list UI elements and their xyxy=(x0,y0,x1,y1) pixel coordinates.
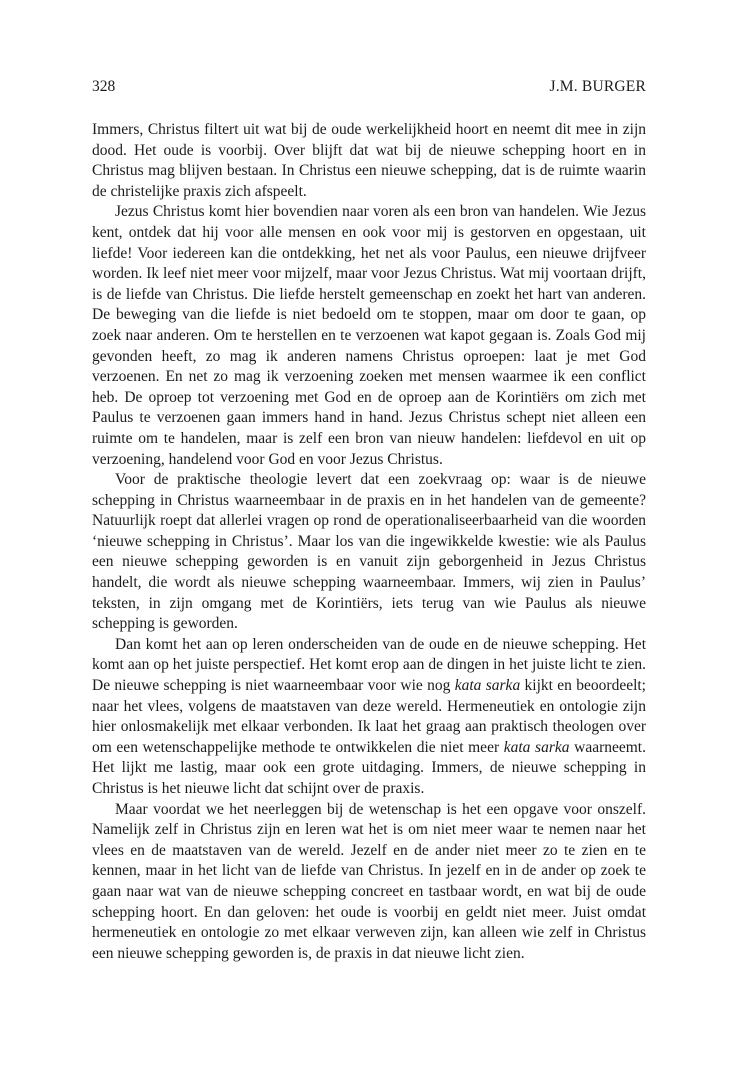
paragraph-segment: Voor de praktische theologie levert dat een zoekvraag op: waar is de nieuwe schepping in Christus waarneembaar in de praxis en in het handelen van de gemeente? Natuurlijk roept dat allerlei vragen op rond de operationaliseerbaarheid van die woorden ‘nieuwe schepping in Christus’. Maar los van die ingewikkelde kwestie: wie als Paulus een nieuwe schepping geworden is en vanuit zijn geborgenheid in Jezus Christus handelt, die wordt als nieuwe schepping waarneembaar. Immers, wij zien in Paulus’ teksten, in zijn omgang met de Korintiërs, iets terug van wie Paulus als nieuwe schepping is geworden. xyxy=(92,471,646,633)
running-head-author: J.M. BURGER xyxy=(549,78,646,95)
paragraph-segment: waarneemt. Het lijkt me lastig, maar ook een grote uitdaging. Immers, de nieuwe schepping in Christus is het nieuwe licht dat schijnt over de praxis. xyxy=(92,738,646,797)
body-text xyxy=(92,120,646,964)
paragraph xyxy=(92,635,646,800)
paragraph-segment: Immers, Christus filtert uit wat bij de oude werkelijkheid hoort en neemt dit mee in zijn dood. Het oude is voorbij. Over blijft dat wat bij de nieuwe schepping hoort en in Christus mag blijven bestaan. In Christus een nieuwe schepping, dat is de ruimte waarin de christelijke praxis zich afspeelt. xyxy=(92,121,646,200)
paragraph xyxy=(92,202,646,470)
paragraph-segment: Maar voordat we het neerleggen bij de wetenschap is het een opgave voor onszelf. Namelijk zelf in Christus zijn en leren wat het is om niet meer waar te nemen naar het vlees en de maatstaven van de wereld. Jezelf en de ander niet meer zo te zien en te kennen, maar in het licht van de liefde van Christus. In jezelf en in de ander op zoek te gaan naar wat van de nieuwe schepping concreet en tastbaar wordt, en wat bij de oude schepping hoort. En dan geloven: het oude is voorbij en geldt niet meer. Juist omdat hermeneutiek en ontologie zo met elkaar verweven zijn, kan alleen wie zelf in Christus een nieuwe schepping geworden is, de praxis in dat nieuwe licht zien. xyxy=(92,800,646,962)
paragraph xyxy=(92,120,646,202)
paragraph xyxy=(92,800,646,965)
paragraph xyxy=(92,470,646,635)
paragraph-segment: kijkt en beoordeelt; naar het vlees, volgens de maatstaven van deze wereld. Hermeneutiek en ontologie zijn hier onlosmakelijk met elkaar verbonden. Ik laat het graag aan praktisch theologen over om een wetenschappelijke methode te ontwikkelen die niet meer xyxy=(92,677,646,756)
italic-term: kata sarka xyxy=(503,738,570,756)
paragraph-segment: Jezus Christus komt hier bovendien naar voren als een bron van handelen. Wie Jezus kent, ontdek dat hij voor alle mensen en ook voor mij is gestorven en opgestaan, uit liefde! Voor iedereen kan die ontdekking, het net als voor Paulus, een nieuwe drijfveer worden. Ik leef niet meer voor mijzelf, maar voor Jezus Christus. Wat mij voortaan drijft, is de liefde van Christus. Die liefde herstelt gemeenschap en zoekt het hart van anderen. De beweging van die liefde is niet bedoeld om te stoppen, maar om door te gaan, op zoek naar anderen. Om te herstellen en te verzoenen wat kapot gegaan is. Zoals God mij gevonden heeft, zo mag ik anderen namens Christus oproepen: laat je met God verzoenen. En net zo mag ik verzoening zoeken met mensen waarmee ik een conflict heb. De oproep tot verzoening met God en de oproep aan de Korintiërs om zich met Paulus te verzoenen gaan immers hand in hand. Jezus Christus schept niet alleen een ruimte om te handelen, maar is zelf een bron van nieuw handelen: liefdevol en uit op verzoening, handelend voor God en voor Jezus Christus. xyxy=(92,203,646,468)
paragraph-segment: Dan komt het aan op leren onderscheiden van de oude en de nieuwe schepping. Het komt aan op het juiste perspectief. Het komt erop aan de dingen in het juiste licht te zien. De nieuwe schepping is niet waarneembaar voor wie nog xyxy=(92,635,646,695)
page-number: 328 xyxy=(92,78,116,95)
italic-term: kata sarka xyxy=(454,677,521,695)
page-header xyxy=(92,78,646,100)
